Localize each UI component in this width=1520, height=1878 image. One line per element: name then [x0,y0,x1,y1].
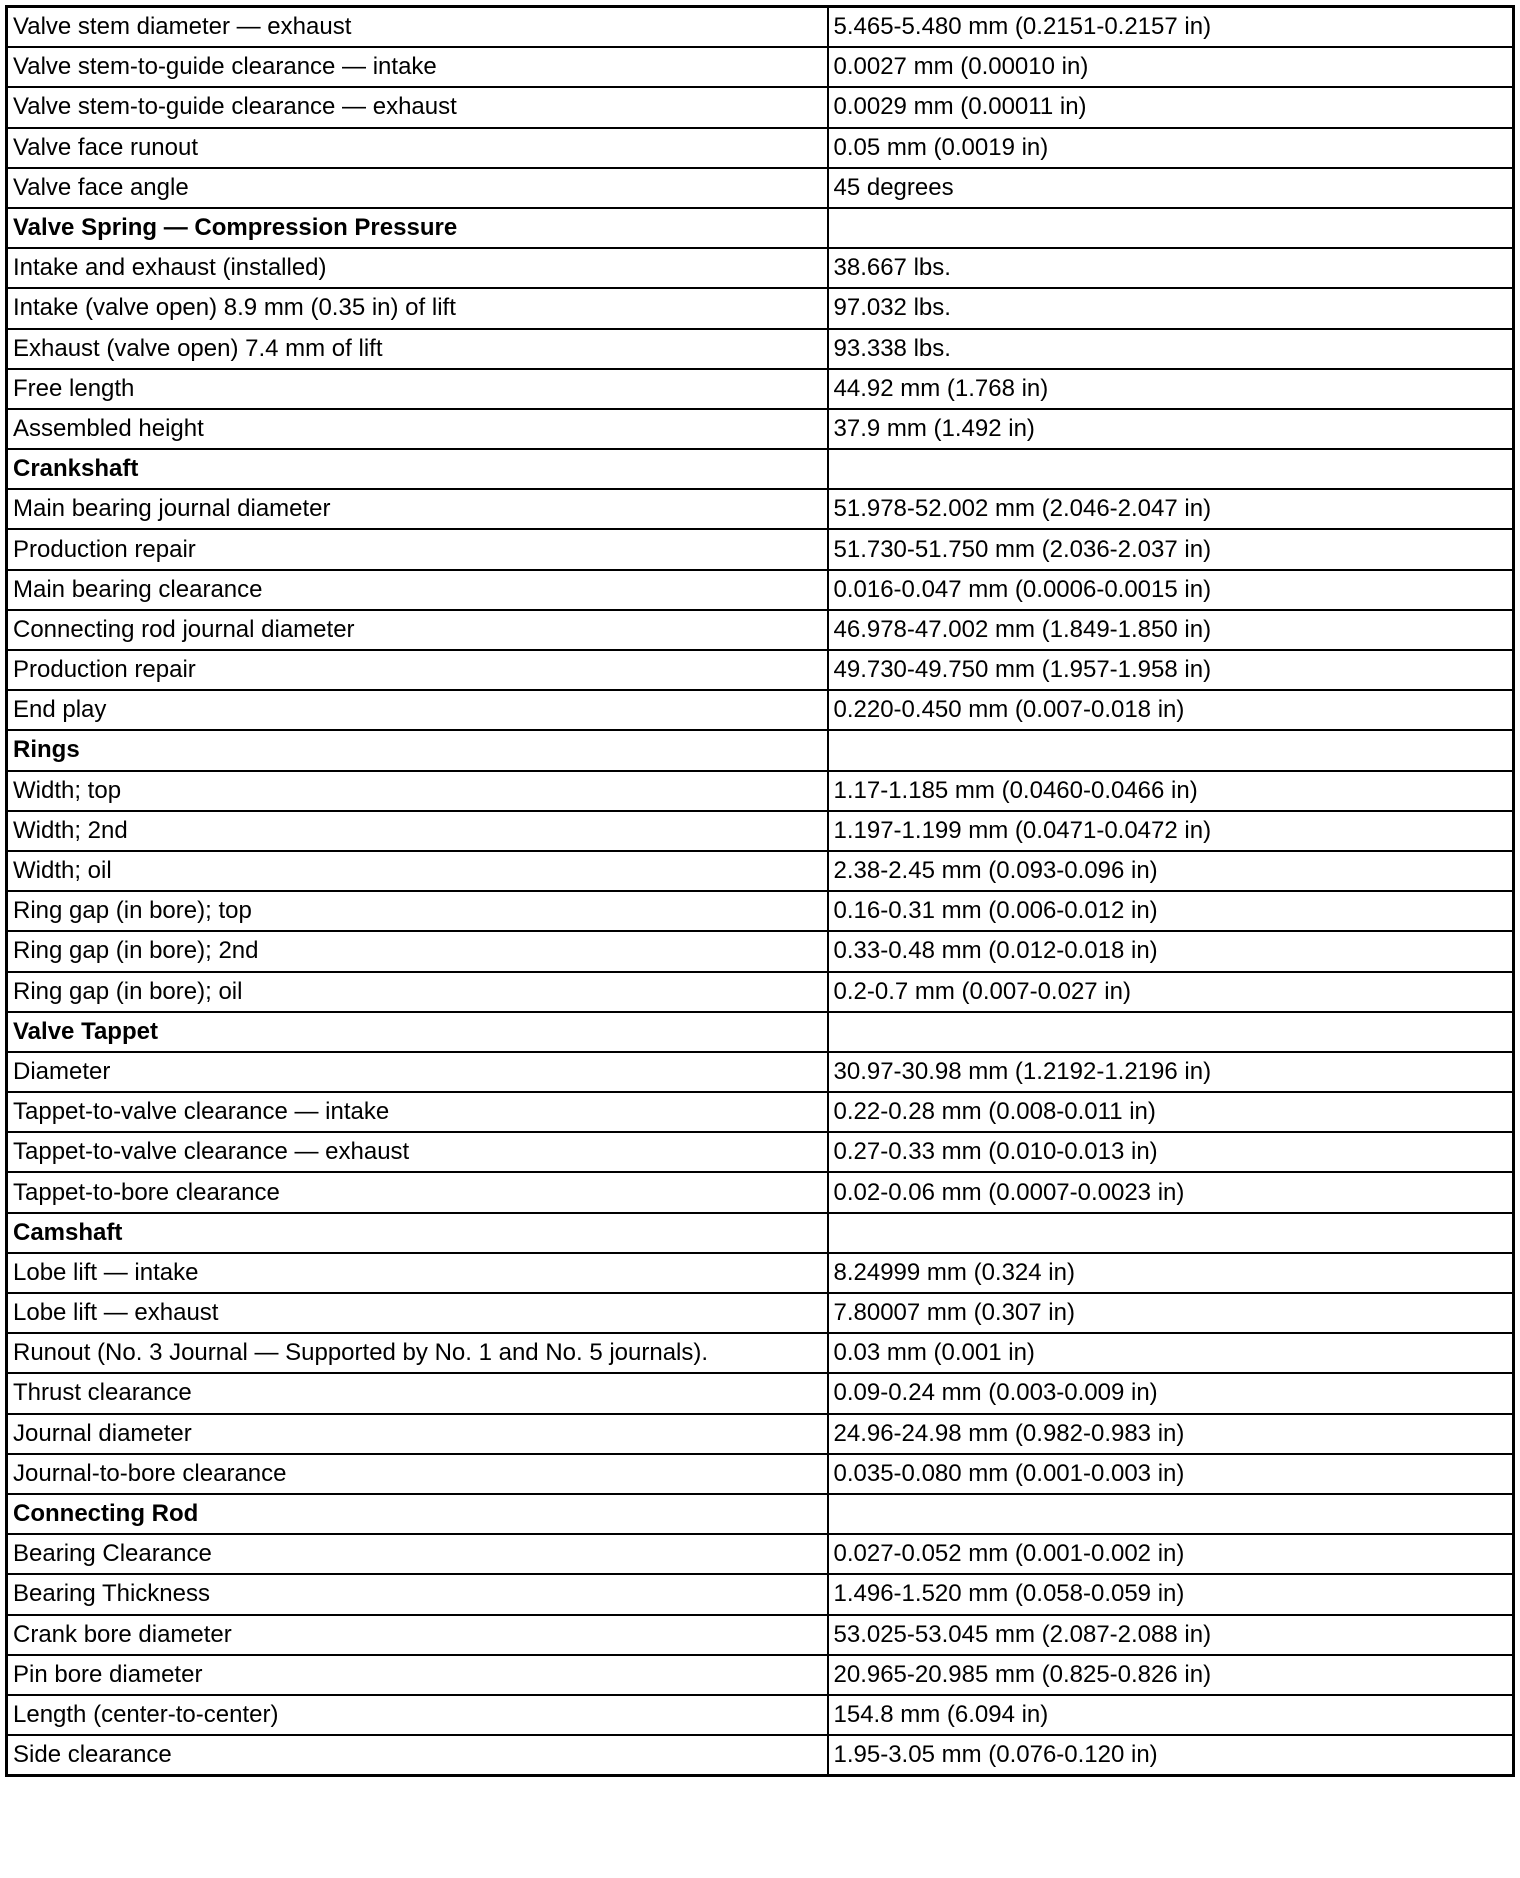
table-row [7,570,1514,610]
value-cell [828,208,1514,248]
value-cell: 38.667 lbs. [828,248,1514,288]
section-header-row [7,1012,1514,1052]
value-cell: 0.33-0.48 mm (0.012-0.018 in) [828,931,1514,971]
table-row [7,248,1514,288]
table-row [7,1454,1514,1494]
parameter-cell: Free length [7,369,828,409]
value-cell: 0.09-0.24 mm (0.003-0.009 in) [828,1373,1514,1413]
parameter-cell: Width; 2nd [7,811,828,851]
table-row [7,1253,1514,1293]
value-cell: 44.92 mm (1.768 in) [828,369,1514,409]
parameter-cell: Intake (valve open) 8.9 mm (0.35 in) of lift [7,288,828,328]
specifications-table-body [7,7,1514,1776]
value-cell: 45 degrees [828,168,1514,208]
value-cell: 1.95-3.05 mm (0.076-0.120 in) [828,1735,1514,1776]
value-cell: 0.02-0.06 mm (0.0007-0.0023 in) [828,1172,1514,1212]
table-row [7,1373,1514,1413]
value-cell: 0.027-0.052 mm (0.001-0.002 in) [828,1534,1514,1574]
table-row [7,811,1514,851]
section-header-row [7,208,1514,248]
value-cell: 0.03 mm (0.001 in) [828,1333,1514,1373]
parameter-cell: Connecting rod journal diameter [7,610,828,650]
value-cell: 20.965-20.985 mm (0.825-0.826 in) [828,1655,1514,1695]
value-cell: 49.730-49.750 mm (1.957-1.958 in) [828,650,1514,690]
value-cell: 0.0027 mm (0.00010 in) [828,47,1514,87]
section-title: Valve Tappet [7,1012,828,1052]
parameter-cell: Length (center-to-center) [7,1695,828,1735]
value-cell: 0.27-0.33 mm (0.010-0.013 in) [828,1132,1514,1172]
parameter-cell: Side clearance [7,1735,828,1776]
section-header-row [7,1213,1514,1253]
value-cell: 0.05 mm (0.0019 in) [828,128,1514,168]
value-cell [828,1012,1514,1052]
parameter-cell: Bearing Thickness [7,1574,828,1614]
table-row [7,1615,1514,1655]
table-row [7,87,1514,127]
table-row [7,1172,1514,1212]
value-cell [828,449,1514,489]
table-row [7,529,1514,569]
value-cell: 0.0029 mm (0.00011 in) [828,87,1514,127]
value-cell: 154.8 mm (6.094 in) [828,1695,1514,1735]
value-cell: 0.2-0.7 mm (0.007-0.027 in) [828,972,1514,1012]
value-cell: 93.338 lbs. [828,329,1514,369]
parameter-cell: Valve face runout [7,128,828,168]
parameter-cell: Lobe lift — exhaust [7,1293,828,1333]
section-header-row [7,730,1514,770]
parameter-cell: Exhaust (valve open) 7.4 mm of lift [7,329,828,369]
parameter-cell: Pin bore diameter [7,1655,828,1695]
table-row [7,851,1514,891]
table-row [7,47,1514,87]
value-cell: 1.17-1.185 mm (0.0460-0.0466 in) [828,771,1514,811]
table-row [7,690,1514,730]
value-cell: 30.97-30.98 mm (1.2192-1.2196 in) [828,1052,1514,1092]
value-cell [828,730,1514,770]
table-row [7,369,1514,409]
table-row [7,972,1514,1012]
parameter-cell: Valve stem-to-guide clearance — intake [7,47,828,87]
parameter-cell: Width; oil [7,851,828,891]
parameter-cell: Assembled height [7,409,828,449]
table-row [7,7,1514,48]
value-cell: 0.16-0.31 mm (0.006-0.012 in) [828,891,1514,931]
parameter-cell: Tappet-to-valve clearance — exhaust [7,1132,828,1172]
value-cell: 51.978-52.002 mm (2.046-2.047 in) [828,489,1514,529]
parameter-cell: Valve stem-to-guide clearance — exhaust [7,87,828,127]
table-row [7,1574,1514,1614]
section-title: Connecting Rod [7,1494,828,1534]
parameter-cell: Tappet-to-valve clearance — intake [7,1092,828,1132]
table-row [7,1735,1514,1776]
parameter-cell: Production repair [7,529,828,569]
value-cell: 0.035-0.080 mm (0.001-0.003 in) [828,1454,1514,1494]
parameter-cell: End play [7,690,828,730]
table-row [7,128,1514,168]
value-cell [828,1213,1514,1253]
value-cell: 97.032 lbs. [828,288,1514,328]
parameter-cell: Main bearing journal diameter [7,489,828,529]
parameter-cell: Runout (No. 3 Journal — Supported by No. 1 and No. 5 journals). [7,1333,828,1373]
section-title: Rings [7,730,828,770]
parameter-cell: Ring gap (in bore); oil [7,972,828,1012]
value-cell: 0.016-0.047 mm (0.0006-0.0015 in) [828,570,1514,610]
table-row [7,1293,1514,1333]
table-row [7,329,1514,369]
table-row [7,168,1514,208]
parameter-cell: Thrust clearance [7,1373,828,1413]
value-cell [828,1494,1514,1534]
table-row [7,288,1514,328]
table-row [7,1414,1514,1454]
table-row [7,771,1514,811]
value-cell: 53.025-53.045 mm (2.087-2.088 in) [828,1615,1514,1655]
parameter-cell: Crank bore diameter [7,1615,828,1655]
table-row [7,1695,1514,1735]
parameter-cell: Valve face angle [7,168,828,208]
parameter-cell: Lobe lift — intake [7,1253,828,1293]
section-header-row [7,449,1514,489]
parameter-cell: Valve stem diameter — exhaust [7,7,828,48]
value-cell: 51.730-51.750 mm (2.036-2.037 in) [828,529,1514,569]
table-row [7,1052,1514,1092]
parameter-cell: Main bearing clearance [7,570,828,610]
parameter-cell: Journal diameter [7,1414,828,1454]
parameter-cell: Bearing Clearance [7,1534,828,1574]
parameter-cell: Production repair [7,650,828,690]
value-cell: 5.465-5.480 mm (0.2151-0.2157 in) [828,7,1514,48]
value-cell: 7.80007 mm (0.307 in) [828,1293,1514,1333]
table-row [7,409,1514,449]
parameter-cell: Ring gap (in bore); top [7,891,828,931]
section-title: Crankshaft [7,449,828,489]
table-row [7,931,1514,971]
table-row [7,1655,1514,1695]
table-row [7,650,1514,690]
parameter-cell: Tappet-to-bore clearance [7,1172,828,1212]
table-row [7,1132,1514,1172]
value-cell: 0.22-0.28 mm (0.008-0.011 in) [828,1092,1514,1132]
table-row [7,1333,1514,1373]
value-cell: 0.220-0.450 mm (0.007-0.018 in) [828,690,1514,730]
value-cell: 1.496-1.520 mm (0.058-0.059 in) [828,1574,1514,1614]
table-row [7,610,1514,650]
table-row [7,891,1514,931]
value-cell: 1.197-1.199 mm (0.0471-0.0472 in) [828,811,1514,851]
specifications-table [5,5,1515,1777]
value-cell: 24.96-24.98 mm (0.982-0.983 in) [828,1414,1514,1454]
section-header-row [7,1494,1514,1534]
table-row [7,489,1514,529]
parameter-cell: Width; top [7,771,828,811]
value-cell: 46.978-47.002 mm (1.849-1.850 in) [828,610,1514,650]
parameter-cell: Intake and exhaust (installed) [7,248,828,288]
parameter-cell: Diameter [7,1052,828,1092]
table-row [7,1534,1514,1574]
section-title: Valve Spring — Compression Pressure [7,208,828,248]
value-cell: 37.9 mm (1.492 in) [828,409,1514,449]
section-title: Camshaft [7,1213,828,1253]
table-row [7,1092,1514,1132]
parameter-cell: Ring gap (in bore); 2nd [7,931,828,971]
value-cell: 8.24999 mm (0.324 in) [828,1253,1514,1293]
value-cell: 2.38-2.45 mm (0.093-0.096 in) [828,851,1514,891]
parameter-cell: Journal-to-bore clearance [7,1454,828,1494]
